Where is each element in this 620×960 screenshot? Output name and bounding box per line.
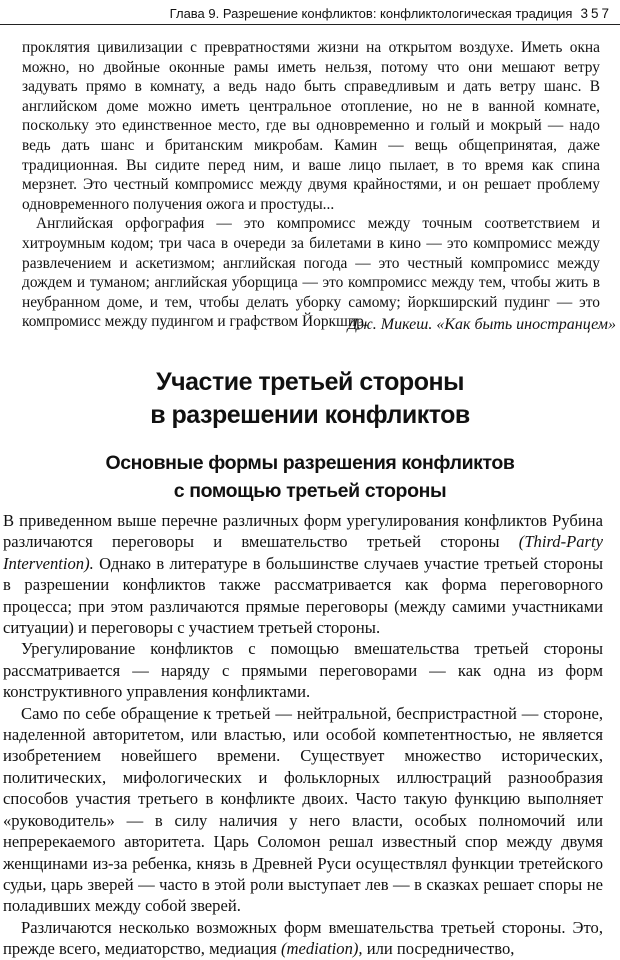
section-subtitle-line: Основные формы разрешения конфликтов bbox=[105, 452, 515, 474]
text-run: или посредничество, bbox=[362, 939, 515, 959]
header-rule bbox=[0, 24, 620, 25]
epigraph-paragraph: проклятия цивилизации с превратностями жизни на открытом воздухе. Иметь окна можно, но двойные оконные рамы иметь нельзя, потому что они мешают ветру задувать прямо в комнату, а ведь надо быть справедливым и дать ветру шанс. В английском доме можно иметь центральное отопление, но не в ванной комнате, поскольку это единственное место, где вы одновременно и голый и мокрый — надо ведь дать шанс и британским микробам. Камин — вещь общепринятая, даже традиционная. Вы сидите перед ним, и ваше лицо пылает, в то время как спина мерзнет. Это честный компромисс между двумя крайностями, и он решает проблему одновременного получения ожога и простуды... bbox=[22, 39, 600, 213]
section-subtitle-line: с помощью третьей стороны bbox=[173, 480, 447, 502]
italic-term: (mediation), bbox=[280, 939, 363, 959]
body-paragraph bbox=[3, 917, 603, 960]
section-title bbox=[0, 366, 620, 432]
italic-term: (Third-Party Intervention). bbox=[3, 532, 603, 573]
page-number: 357 bbox=[580, 5, 612, 21]
section-subtitle bbox=[0, 449, 620, 505]
body-paragraph bbox=[3, 510, 603, 638]
running-header bbox=[170, 2, 612, 24]
epigraph-paragraph: Английская орфография — это компромисс между точным соответствием и хитроумным кодом; три часа в очереди за билетами в кино — это компромисс между развлечением и аскетизмом; английская погода — это честный компромисс между дождем и туманом; английская уборщица — это компромисс между тем, чтобы жить в неубранном доме, и тем, чтобы делать уборку самому; йоркширский пудинг — это компромисс между пудингом и графством Йоркшир. bbox=[22, 215, 600, 331]
chapter-title: Глава 9. Разрешение конфликтов: конфликтологическая традиция bbox=[169, 5, 573, 21]
body-text bbox=[3, 510, 603, 960]
body-paragraph: Само по себе обращение к третьей — нейтральной, беспристрастной — стороне, наделенной авторитетом, или властью, или особой компетентностью, не является изобретением новейшего времени. Существует множество исторических, политических, мифологических и фольклорных иллюстраций разнообразия способов участия третьего в конфликте двоих. Часто такую функцию выполняет «руководитель» — в силу наличия у него власти, особых полномочий или непререкаемого авторитета. Царь Соломон решал известный спор между двумя женщинами из-за ребенка, князь в Древней Руси осуществлял функции третейского судьи, царь зверей — часто в этой роли выступает лев — в сказках решает споры не поладивших между собой зверей. bbox=[3, 703, 603, 916]
text-run: В приведенном выше перечне различных форм урегулирования конфликтов Рубина различаются переговоры и вмешательство третьей стороны bbox=[3, 511, 603, 552]
epigraph-attribution: Дж. Микеш. «Как быть иностранцем» bbox=[347, 316, 616, 333]
body-paragraph: Урегулирование конфликтов с помощью вмешательства третьей стороны рассматривается — наряду с прямыми переговорами — как одна из форм конструктивного управления конфликтами. bbox=[3, 639, 603, 702]
text-run: Различаются несколько возможных форм вмешательства третьей стороны. Это, прежде всего, медиаторство, медиация bbox=[3, 917, 603, 959]
epigraph bbox=[22, 38, 600, 332]
text-run: Однако в литературе в большинстве случаев участие третьей стороны в разрешении конфликтов также рассматривается как форма переговорного процесса; при этом различаются прямые переговоры (между самими участниками ситуации) и переговоры с участием третьей стороны. bbox=[3, 553, 603, 638]
section-title-line: Участие третьей стороны bbox=[156, 368, 464, 396]
section-title-line: в разрешении конфликтов bbox=[150, 401, 470, 429]
